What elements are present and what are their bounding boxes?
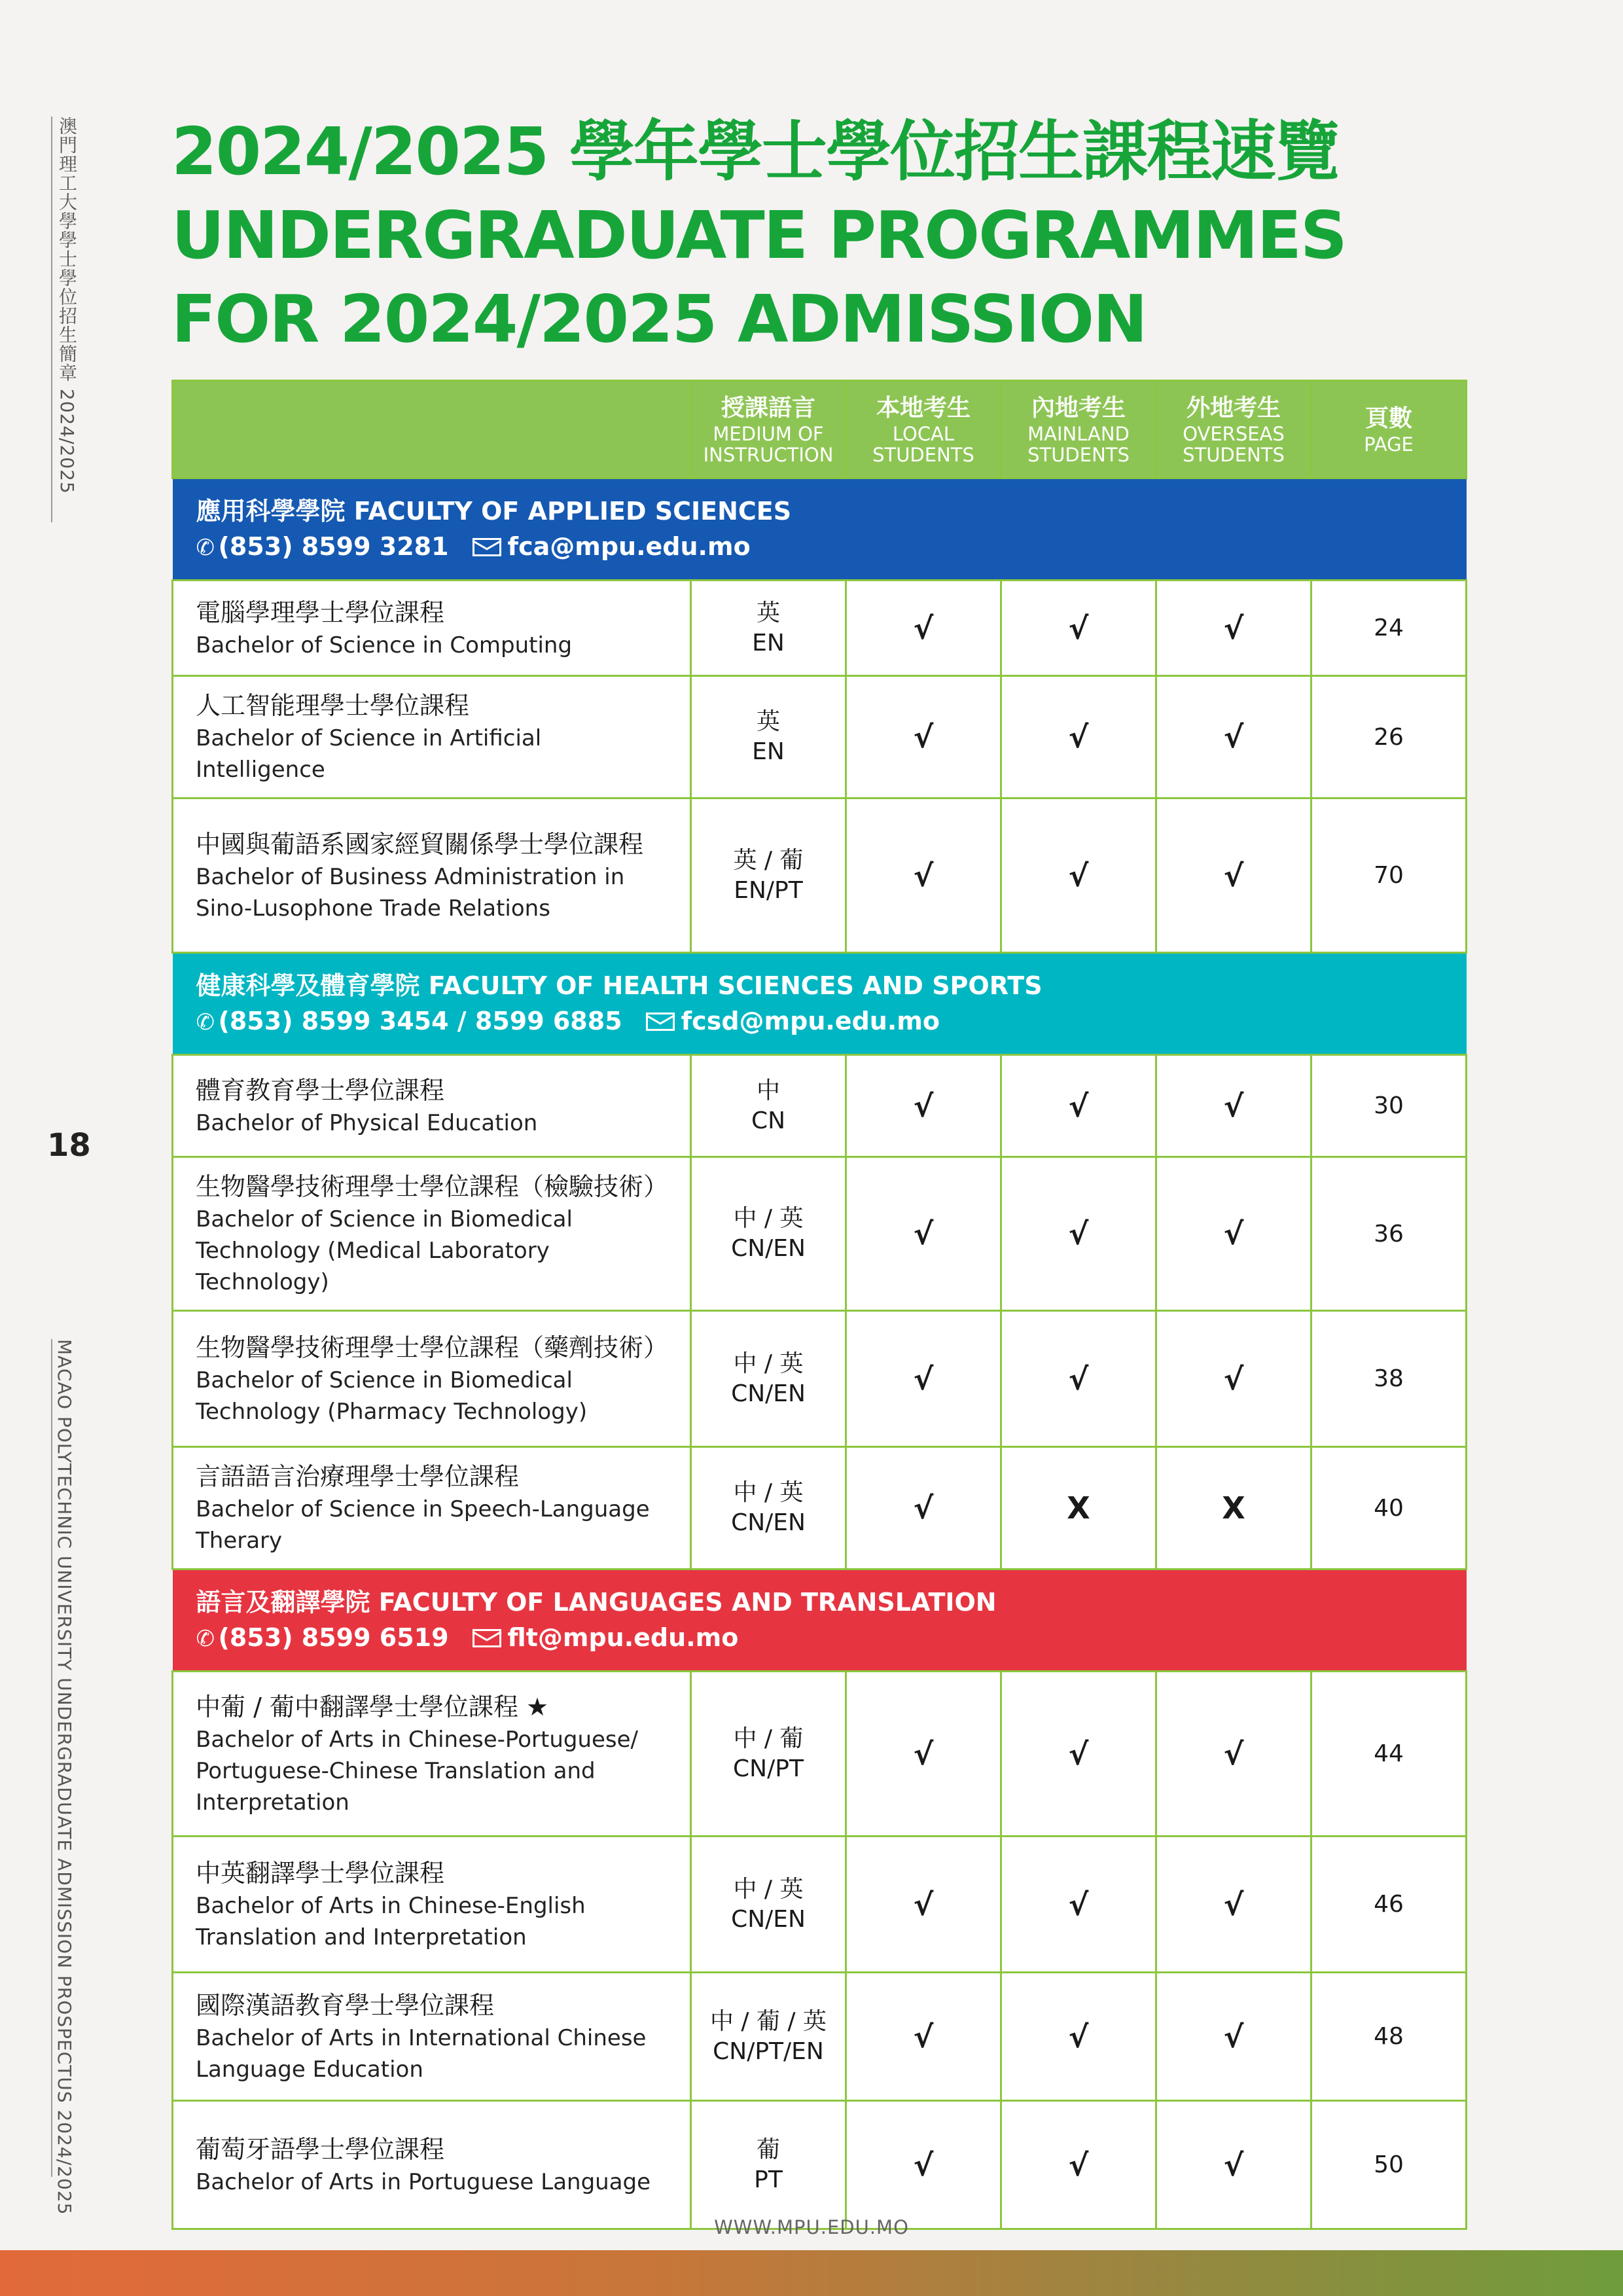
page-cell bbox=[1311, 676, 1467, 798]
medium-en: EN bbox=[752, 738, 785, 765]
local-cell bbox=[846, 1973, 1001, 2101]
programme-name-zh: 生物醫學技術理學士學位課程（檢驗技術） bbox=[196, 1172, 669, 1201]
faculty-email[interactable]: fcsd@mpu.edu.mo bbox=[681, 1006, 940, 1035]
sidebar-vertical-title-en: MACAO POLYTECHNIC UNIVERSITY UNDERGRADUATE ADMISSION PROSPECTUS 2024/2025 bbox=[54, 1339, 75, 2215]
phone-icon: ✆ bbox=[196, 534, 215, 561]
page-cell bbox=[1311, 1837, 1467, 1973]
header-page-zh: 頁數 bbox=[1364, 405, 1412, 432]
medium-en: PT bbox=[754, 2166, 783, 2193]
medium-zh: 中 bbox=[756, 1077, 780, 1104]
programme-name-en: Bachelor of Science in Biomedical Technology (Pharmacy Technology) bbox=[196, 1367, 588, 1425]
page-cell bbox=[1311, 798, 1467, 953]
table-header-row bbox=[173, 381, 1467, 478]
medium-en: CN/EN bbox=[731, 1235, 806, 1262]
faculty-contact bbox=[196, 1620, 1443, 1657]
programme-name-cell bbox=[173, 2101, 691, 2229]
mainland-cell bbox=[1001, 1157, 1156, 1311]
overseas-mark: √ bbox=[1223, 1736, 1244, 1772]
medium-cell bbox=[691, 1447, 846, 1570]
overseas-cell bbox=[1156, 1055, 1311, 1157]
mainland-mark: √ bbox=[1068, 610, 1089, 646]
local-cell bbox=[846, 1055, 1001, 1157]
faculty-phone[interactable]: (853) 8599 3281 bbox=[218, 531, 449, 561]
programme-name-en: Bachelor of Arts in Chinese-Portuguese/ Portuguese-Chinese Translation and Interpretation bbox=[196, 1726, 639, 1816]
mainland-mark: X bbox=[1067, 1490, 1090, 1526]
overseas-mark: X bbox=[1222, 1490, 1245, 1526]
footer-url[interactable]: WWW.MPU.EDU.MO bbox=[714, 2216, 909, 2238]
programme-name-en: Bachelor of Science in Speech-Language Therary bbox=[196, 1496, 650, 1554]
overseas-cell bbox=[1156, 581, 1311, 676]
medium-cell bbox=[691, 1672, 846, 1837]
medium-cell bbox=[691, 1973, 846, 2101]
programme-name-zh: 體育教育學士學位課程 bbox=[196, 1075, 445, 1105]
header-mainland-en1: MAINLAND bbox=[1027, 423, 1130, 445]
local-cell bbox=[846, 798, 1001, 953]
local-mark: √ bbox=[913, 2147, 934, 2183]
table-row bbox=[173, 581, 1467, 676]
page-ref[interactable]: 36 bbox=[1374, 1220, 1404, 1247]
mainland-mark: √ bbox=[1068, 719, 1089, 755]
programme-name-zh: 葡萄牙語學士學位課程 bbox=[196, 2134, 445, 2164]
medium-en: CN/PT bbox=[733, 1755, 804, 1782]
local-cell bbox=[846, 1672, 1001, 1837]
overseas-cell bbox=[1156, 2101, 1311, 2229]
mainland-cell bbox=[1001, 2101, 1156, 2229]
local-mark: √ bbox=[913, 1216, 934, 1251]
table-row bbox=[173, 1055, 1467, 1157]
medium-en: CN/EN bbox=[731, 1905, 806, 1933]
programme-name-en: Bachelor of Arts in International Chinese Language Education bbox=[196, 2024, 647, 2083]
sidebar-rule-bottom bbox=[51, 1339, 52, 2177]
programme-name-cell bbox=[173, 798, 691, 953]
header-medium-en1: MEDIUM OF bbox=[713, 423, 824, 445]
programme-name-zh: 人工智能理學士學位課程 bbox=[196, 691, 470, 720]
header-page bbox=[1311, 381, 1467, 478]
overseas-mark: √ bbox=[1223, 2147, 1244, 2183]
local-mark: √ bbox=[913, 610, 934, 646]
sidebar-vertical-title-zh: 澳門理工大學學士學位招生簡章 2024/2025 bbox=[56, 117, 78, 494]
mainland-mark: √ bbox=[1068, 1886, 1089, 1922]
programme-name-cell bbox=[173, 581, 691, 676]
mainland-cell bbox=[1001, 1055, 1156, 1157]
programme-name-zh: 中葡 / 葡中翻譯學士學位課程 ★ bbox=[196, 1692, 549, 1721]
page-title bbox=[171, 110, 1346, 361]
medium-cell bbox=[691, 798, 846, 953]
programme-name-zh: 生物醫學技術理學士學位課程（藥劑技術） bbox=[196, 1333, 669, 1362]
faculty-cell bbox=[173, 953, 1467, 1055]
local-cell bbox=[846, 1837, 1001, 1973]
phone-icon: ✆ bbox=[196, 1625, 215, 1652]
mainland-cell bbox=[1001, 1973, 1156, 2101]
header-medium-zh: 授課語言 bbox=[721, 395, 815, 422]
table-row bbox=[173, 1672, 1467, 1837]
table-row bbox=[173, 1973, 1467, 2101]
mainland-mark: √ bbox=[1068, 1216, 1089, 1251]
overseas-mark: √ bbox=[1223, 1886, 1244, 1922]
overseas-mark: √ bbox=[1223, 857, 1244, 893]
overseas-mark: √ bbox=[1223, 2018, 1244, 2054]
medium-cell bbox=[691, 1055, 846, 1157]
programme-name-en: Bachelor of Arts in Chinese-English Translation and Interpretation bbox=[196, 1892, 586, 1950]
page-ref[interactable]: 46 bbox=[1374, 1891, 1404, 1918]
programme-name-zh: 國際漢語教育學士學位課程 bbox=[196, 1990, 495, 2020]
page-ref[interactable]: 70 bbox=[1374, 862, 1404, 889]
medium-en: CN/EN bbox=[731, 1509, 806, 1536]
programme-name-cell bbox=[173, 1973, 691, 2101]
mail-icon bbox=[473, 1629, 501, 1647]
faculty-name: 健康科學及體育學院 FACULTY OF HEALTH SCIENCES AND SPORTS bbox=[196, 971, 1043, 1000]
local-mark: √ bbox=[913, 857, 934, 893]
local-mark: √ bbox=[913, 719, 934, 755]
header-mainland-zh: 內地考生 bbox=[1031, 395, 1126, 422]
page-cell bbox=[1311, 1973, 1467, 2101]
table-row bbox=[173, 1447, 1467, 1570]
phone-icon: ✆ bbox=[196, 1009, 215, 1035]
faculty-contact bbox=[196, 529, 1443, 565]
header-overseas-en1: OVERSEAS bbox=[1183, 423, 1285, 445]
page-ref[interactable]: 24 bbox=[1374, 615, 1404, 641]
header-overseas bbox=[1156, 381, 1311, 478]
page-cell bbox=[1311, 581, 1467, 676]
faculty-phone[interactable]: (853) 8599 3454 / 8599 6885 bbox=[218, 1006, 622, 1035]
local-mark: √ bbox=[913, 1736, 934, 1772]
faculty-row bbox=[173, 478, 1467, 581]
medium-cell bbox=[691, 676, 846, 798]
local-cell bbox=[846, 1447, 1001, 1570]
medium-zh: 中 / 英 bbox=[733, 1479, 804, 1506]
page-number: 18 bbox=[47, 1127, 91, 1164]
local-mark: √ bbox=[913, 1361, 934, 1397]
title-line-1: 2024/2025 學年學士學位招生課程速覽 bbox=[171, 113, 1339, 190]
page-cell bbox=[1311, 1157, 1467, 1311]
mainland-mark: √ bbox=[1068, 1736, 1089, 1772]
medium-en: EN/PT bbox=[734, 876, 803, 904]
page-ref[interactable]: 40 bbox=[1374, 1494, 1404, 1522]
programme-name-zh: 言語語言治療理學士學位課程 bbox=[196, 1462, 520, 1491]
mainland-cell bbox=[1001, 676, 1156, 798]
mainland-cell bbox=[1001, 1837, 1156, 1973]
title-line-2: UNDERGRADUATE PROGRAMMES bbox=[171, 197, 1346, 274]
page-cell bbox=[1311, 1311, 1467, 1447]
programme-name-cell bbox=[173, 1055, 691, 1157]
page-cell bbox=[1311, 2101, 1467, 2229]
faculty-phone[interactable]: (853) 8599 6519 bbox=[218, 1623, 449, 1652]
footer-gradient-bar bbox=[0, 2250, 1623, 2296]
medium-zh: 中 / 葡 bbox=[733, 1725, 804, 1752]
mainland-mark: √ bbox=[1068, 857, 1089, 893]
mainland-mark: √ bbox=[1068, 1088, 1089, 1124]
programme-name-en: Bachelor of Business Administration in Sino-Lusophone Trade Relations bbox=[196, 863, 625, 922]
overseas-cell bbox=[1156, 1973, 1311, 2101]
page-cell bbox=[1311, 1055, 1467, 1157]
programme-name-en: Bachelor of Science in Biomedical Technology (Medical Laboratory Technology) bbox=[196, 1206, 573, 1295]
faculty-cell bbox=[173, 1570, 1467, 1672]
mainland-mark: √ bbox=[1068, 2018, 1089, 2054]
local-cell bbox=[846, 1157, 1001, 1311]
header-medium-en2: INSTRUCTION bbox=[703, 444, 834, 466]
faculty-row bbox=[173, 1570, 1467, 1672]
programme-name-cell bbox=[173, 1447, 691, 1570]
medium-zh: 中 / 英 bbox=[733, 1875, 804, 1903]
mainland-mark: √ bbox=[1068, 1361, 1089, 1397]
local-cell bbox=[846, 2101, 1001, 2229]
overseas-mark: √ bbox=[1223, 1216, 1244, 1251]
page-ref[interactable]: 30 bbox=[1374, 1092, 1404, 1119]
faculty-email[interactable]: flt@mpu.edu.mo bbox=[507, 1623, 739, 1652]
header-local-en2: STUDENTS bbox=[872, 444, 974, 466]
programme-name-en: Bachelor of Physical Education bbox=[196, 1109, 538, 1136]
header-local-en1: LOCAL bbox=[892, 423, 955, 445]
header-local-zh: 本地考生 bbox=[876, 395, 971, 422]
programme-name-en: Bachelor of Arts in Portuguese Language bbox=[196, 2168, 651, 2195]
header-page-en1: PAGE bbox=[1364, 433, 1414, 456]
local-cell bbox=[846, 1311, 1001, 1447]
programme-name-zh: 中國與葡語系國家經貿關係學士學位課程 bbox=[196, 829, 644, 859]
medium-zh: 葡 bbox=[756, 2136, 780, 2163]
programme-name-cell bbox=[173, 676, 691, 798]
overseas-cell bbox=[1156, 676, 1311, 798]
medium-zh: 中 / 英 bbox=[733, 1205, 804, 1232]
mainland-cell bbox=[1001, 1311, 1156, 1447]
medium-cell bbox=[691, 1837, 846, 1973]
overseas-cell bbox=[1156, 1837, 1311, 1973]
header-medium bbox=[691, 381, 846, 478]
header-programme bbox=[173, 381, 691, 478]
medium-en: EN bbox=[752, 629, 785, 656]
table-row bbox=[173, 2101, 1467, 2229]
overseas-cell bbox=[1156, 1447, 1311, 1570]
header-mainland bbox=[1001, 381, 1156, 478]
medium-zh: 英 / 葡 bbox=[733, 846, 804, 874]
overseas-cell bbox=[1156, 1157, 1311, 1311]
medium-zh: 英 bbox=[756, 708, 780, 735]
faculty-name: 語言及翻譯學院 FACULTY OF LANGUAGES AND TRANSLATION bbox=[196, 1587, 997, 1617]
programme-name-en: Bachelor of Science in Artificial Intelligence bbox=[196, 725, 542, 783]
page-ref[interactable]: 50 bbox=[1374, 2151, 1404, 2178]
header-local bbox=[846, 381, 1001, 478]
local-mark: √ bbox=[913, 1088, 934, 1124]
faculty-row bbox=[173, 953, 1467, 1055]
mainland-mark: √ bbox=[1068, 2147, 1089, 2183]
medium-cell bbox=[691, 581, 846, 676]
table-row bbox=[173, 1157, 1467, 1311]
medium-zh: 中 / 英 bbox=[733, 1350, 804, 1377]
table-row bbox=[173, 798, 1467, 953]
programmes-table bbox=[171, 380, 1467, 2230]
mainland-cell bbox=[1001, 1672, 1156, 1837]
mainland-cell bbox=[1001, 581, 1156, 676]
programme-name-en: Bachelor of Science in Computing bbox=[196, 632, 573, 658]
medium-en: CN/PT/EN bbox=[713, 2037, 824, 2065]
medium-en: CN/EN bbox=[731, 1380, 806, 1407]
header-overseas-en2: STUDENTS bbox=[1183, 444, 1285, 466]
mainland-cell bbox=[1001, 798, 1156, 953]
faculty-name: 應用科學學院 FACULTY OF APPLIED SCIENCES bbox=[196, 496, 792, 526]
local-mark: √ bbox=[913, 1490, 934, 1526]
mail-icon bbox=[646, 1013, 675, 1031]
local-cell bbox=[846, 676, 1001, 798]
overseas-cell bbox=[1156, 1672, 1311, 1837]
overseas-mark: √ bbox=[1223, 1088, 1244, 1124]
medium-cell bbox=[691, 2101, 846, 2229]
medium-cell bbox=[691, 1157, 846, 1311]
page-ref[interactable]: 26 bbox=[1374, 723, 1404, 751]
programme-name-cell bbox=[173, 1157, 691, 1311]
overseas-mark: √ bbox=[1223, 610, 1244, 646]
mail-icon bbox=[473, 538, 501, 556]
table-row bbox=[173, 1311, 1467, 1447]
page-cell bbox=[1311, 1672, 1467, 1837]
faculty-contact bbox=[196, 1003, 1443, 1040]
page-cell bbox=[1311, 1447, 1467, 1570]
sidebar-rule-top bbox=[51, 117, 52, 522]
programme-name-zh: 電腦學理學士學位課程 bbox=[196, 598, 445, 627]
programme-name-cell bbox=[173, 1672, 691, 1837]
mainland-cell bbox=[1001, 1447, 1156, 1570]
medium-zh: 中 / 葡 / 英 bbox=[709, 2007, 827, 2035]
faculty-cell bbox=[173, 478, 1467, 581]
page-ref[interactable]: 48 bbox=[1374, 2023, 1404, 2050]
page-ref[interactable]: 38 bbox=[1374, 1365, 1404, 1392]
table-row bbox=[173, 1837, 1467, 1973]
title-line-3: FOR 2024/2025 ADMISSION bbox=[171, 281, 1147, 357]
programme-name-cell bbox=[173, 1837, 691, 1973]
medium-zh: 英 bbox=[756, 599, 780, 626]
overseas-cell bbox=[1156, 798, 1311, 953]
page-ref[interactable]: 44 bbox=[1374, 1740, 1404, 1767]
local-mark: √ bbox=[913, 1886, 934, 1922]
overseas-mark: √ bbox=[1223, 1361, 1244, 1397]
table-row bbox=[173, 676, 1467, 798]
header-mainland-en2: STUDENTS bbox=[1027, 444, 1130, 466]
overseas-mark: √ bbox=[1223, 719, 1244, 755]
medium-en: CN bbox=[751, 1107, 786, 1134]
local-cell bbox=[846, 581, 1001, 676]
local-mark: √ bbox=[913, 2018, 934, 2054]
overseas-cell bbox=[1156, 1311, 1311, 1447]
header-overseas-zh: 外地考生 bbox=[1186, 395, 1281, 422]
faculty-email[interactable]: fca@mpu.edu.mo bbox=[507, 531, 751, 561]
medium-cell bbox=[691, 1311, 846, 1447]
programme-name-cell bbox=[173, 1311, 691, 1447]
programme-name-zh: 中英翻譯學士學位課程 bbox=[196, 1858, 445, 1888]
